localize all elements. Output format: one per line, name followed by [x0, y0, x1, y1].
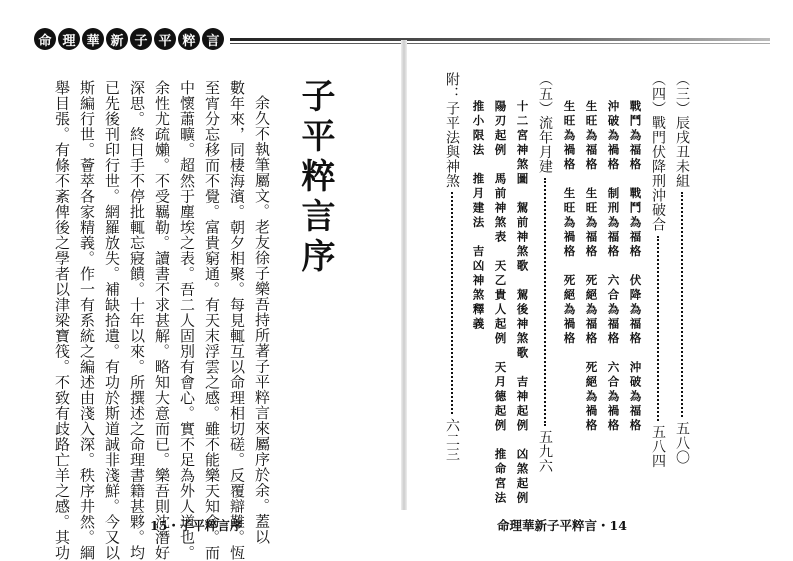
preface-line: 斯編行世。薈萃各家精義。作一有系統之編述由淺入深。秩序井然。綱 — [78, 80, 96, 561]
toc-leader-dots — [544, 178, 546, 426]
preface-line: 深思。終日手不停批輒忘寢饋。十年以來。所撰述之命理書籍甚夥。均 — [128, 80, 146, 561]
toc-entry-label: （三）辰戌丑未組 — [674, 72, 690, 188]
toc-sub-column: 生旺為禍格 生旺為禍格 死絕為禍格 — [562, 100, 577, 347]
preface-line: 已先後刊印行世。網羅放失。補缺拾遺。有功於斯道誠非淺鮮。今又以 — [103, 80, 121, 561]
preface-line: 余久不執筆屬文。老友徐子樂吾持所著子平粹言來屬序於余。蓋以 — [253, 95, 271, 545]
banner-char: 言 — [202, 28, 224, 50]
toc-entry-page: 五九六 — [537, 429, 553, 473]
left-folio: 15・子平粹言序 — [150, 518, 243, 533]
banner-char: 平 — [154, 28, 176, 50]
banner-char: 新 — [106, 28, 128, 50]
banner-char: 子 — [130, 28, 152, 50]
toc-sub-column: 生旺為福格 生旺為福格 死絕為福格 死絕為禍格 — [584, 100, 599, 434]
toc-entry[interactable] — [538, 72, 552, 473]
preface-line: 余性尤疏嬾。不受羈勒。讀書不求甚解。略知大意而已。樂吾則沈潛好 — [153, 80, 171, 561]
toc-leader-dots — [681, 192, 683, 417]
toc-entry[interactable] — [445, 72, 459, 462]
right-page — [405, 0, 793, 556]
toc-leader-dots — [451, 192, 453, 414]
toc-sub-column: 十二宮神煞圖 駕前神煞歌 駕後神煞歌 吉神起例 凶煞起例 — [515, 100, 530, 506]
toc-entry-label: （五）流年月建 — [537, 72, 553, 174]
preface-line: 至宵分忘移而不覺。富貴窮通。有天末浮雲之感。雖不能樂天知命。而 — [203, 80, 221, 561]
toc-leader-dots — [657, 236, 659, 421]
toc-sub-column: 戰鬥為福格 戰鬥為福格 伏降為福格 沖破為福格 — [628, 100, 643, 434]
toc-entry-label: 附：子平法與神煞 — [444, 72, 460, 188]
banner-char: 華 — [82, 28, 104, 50]
preface-line: 數年來，同棲海濱。朝夕相聚。每見輒互以命理相切磋。反覆辯難。恆 — [228, 80, 246, 561]
banner-char: 理 — [58, 28, 80, 50]
toc-entry-label: （四）戰門伏降刑沖破合 — [650, 72, 666, 232]
toc-entry-page: 五八四 — [650, 424, 666, 468]
preface-line: 舉目張。有條不紊俾後之學者以津梁寶筏。不致有歧路亡羊之感。其功 — [53, 80, 71, 561]
toc-entry-page: 五八〇 — [674, 421, 690, 465]
banner-char: 粹 — [178, 28, 200, 50]
right-folio: 命理華新子平粹言・14 — [497, 518, 627, 533]
banner-char: 命 — [34, 28, 56, 50]
preface-title: 子平粹言序 — [295, 78, 335, 278]
preface-line: 中懷蕭曠。超然于塵埃之表。吾二人固別有會心。實不足為外人道也。 — [178, 80, 196, 561]
toc-sub-column: 推小限法 推月建法 吉凶神煞釋義 — [471, 100, 486, 332]
toc-sub-column: 陽刃起例 馬前神煞表 天乙貴人起例 天月德起例 推命宮法 — [493, 100, 508, 506]
toc-entry[interactable] — [675, 72, 689, 465]
toc-entry-page: 六二三 — [444, 418, 460, 462]
toc-sub-column: 沖破為禍格 制刑為福格 六合為福格 六合為禍格 — [606, 100, 621, 434]
toc-entry[interactable] — [651, 72, 665, 468]
